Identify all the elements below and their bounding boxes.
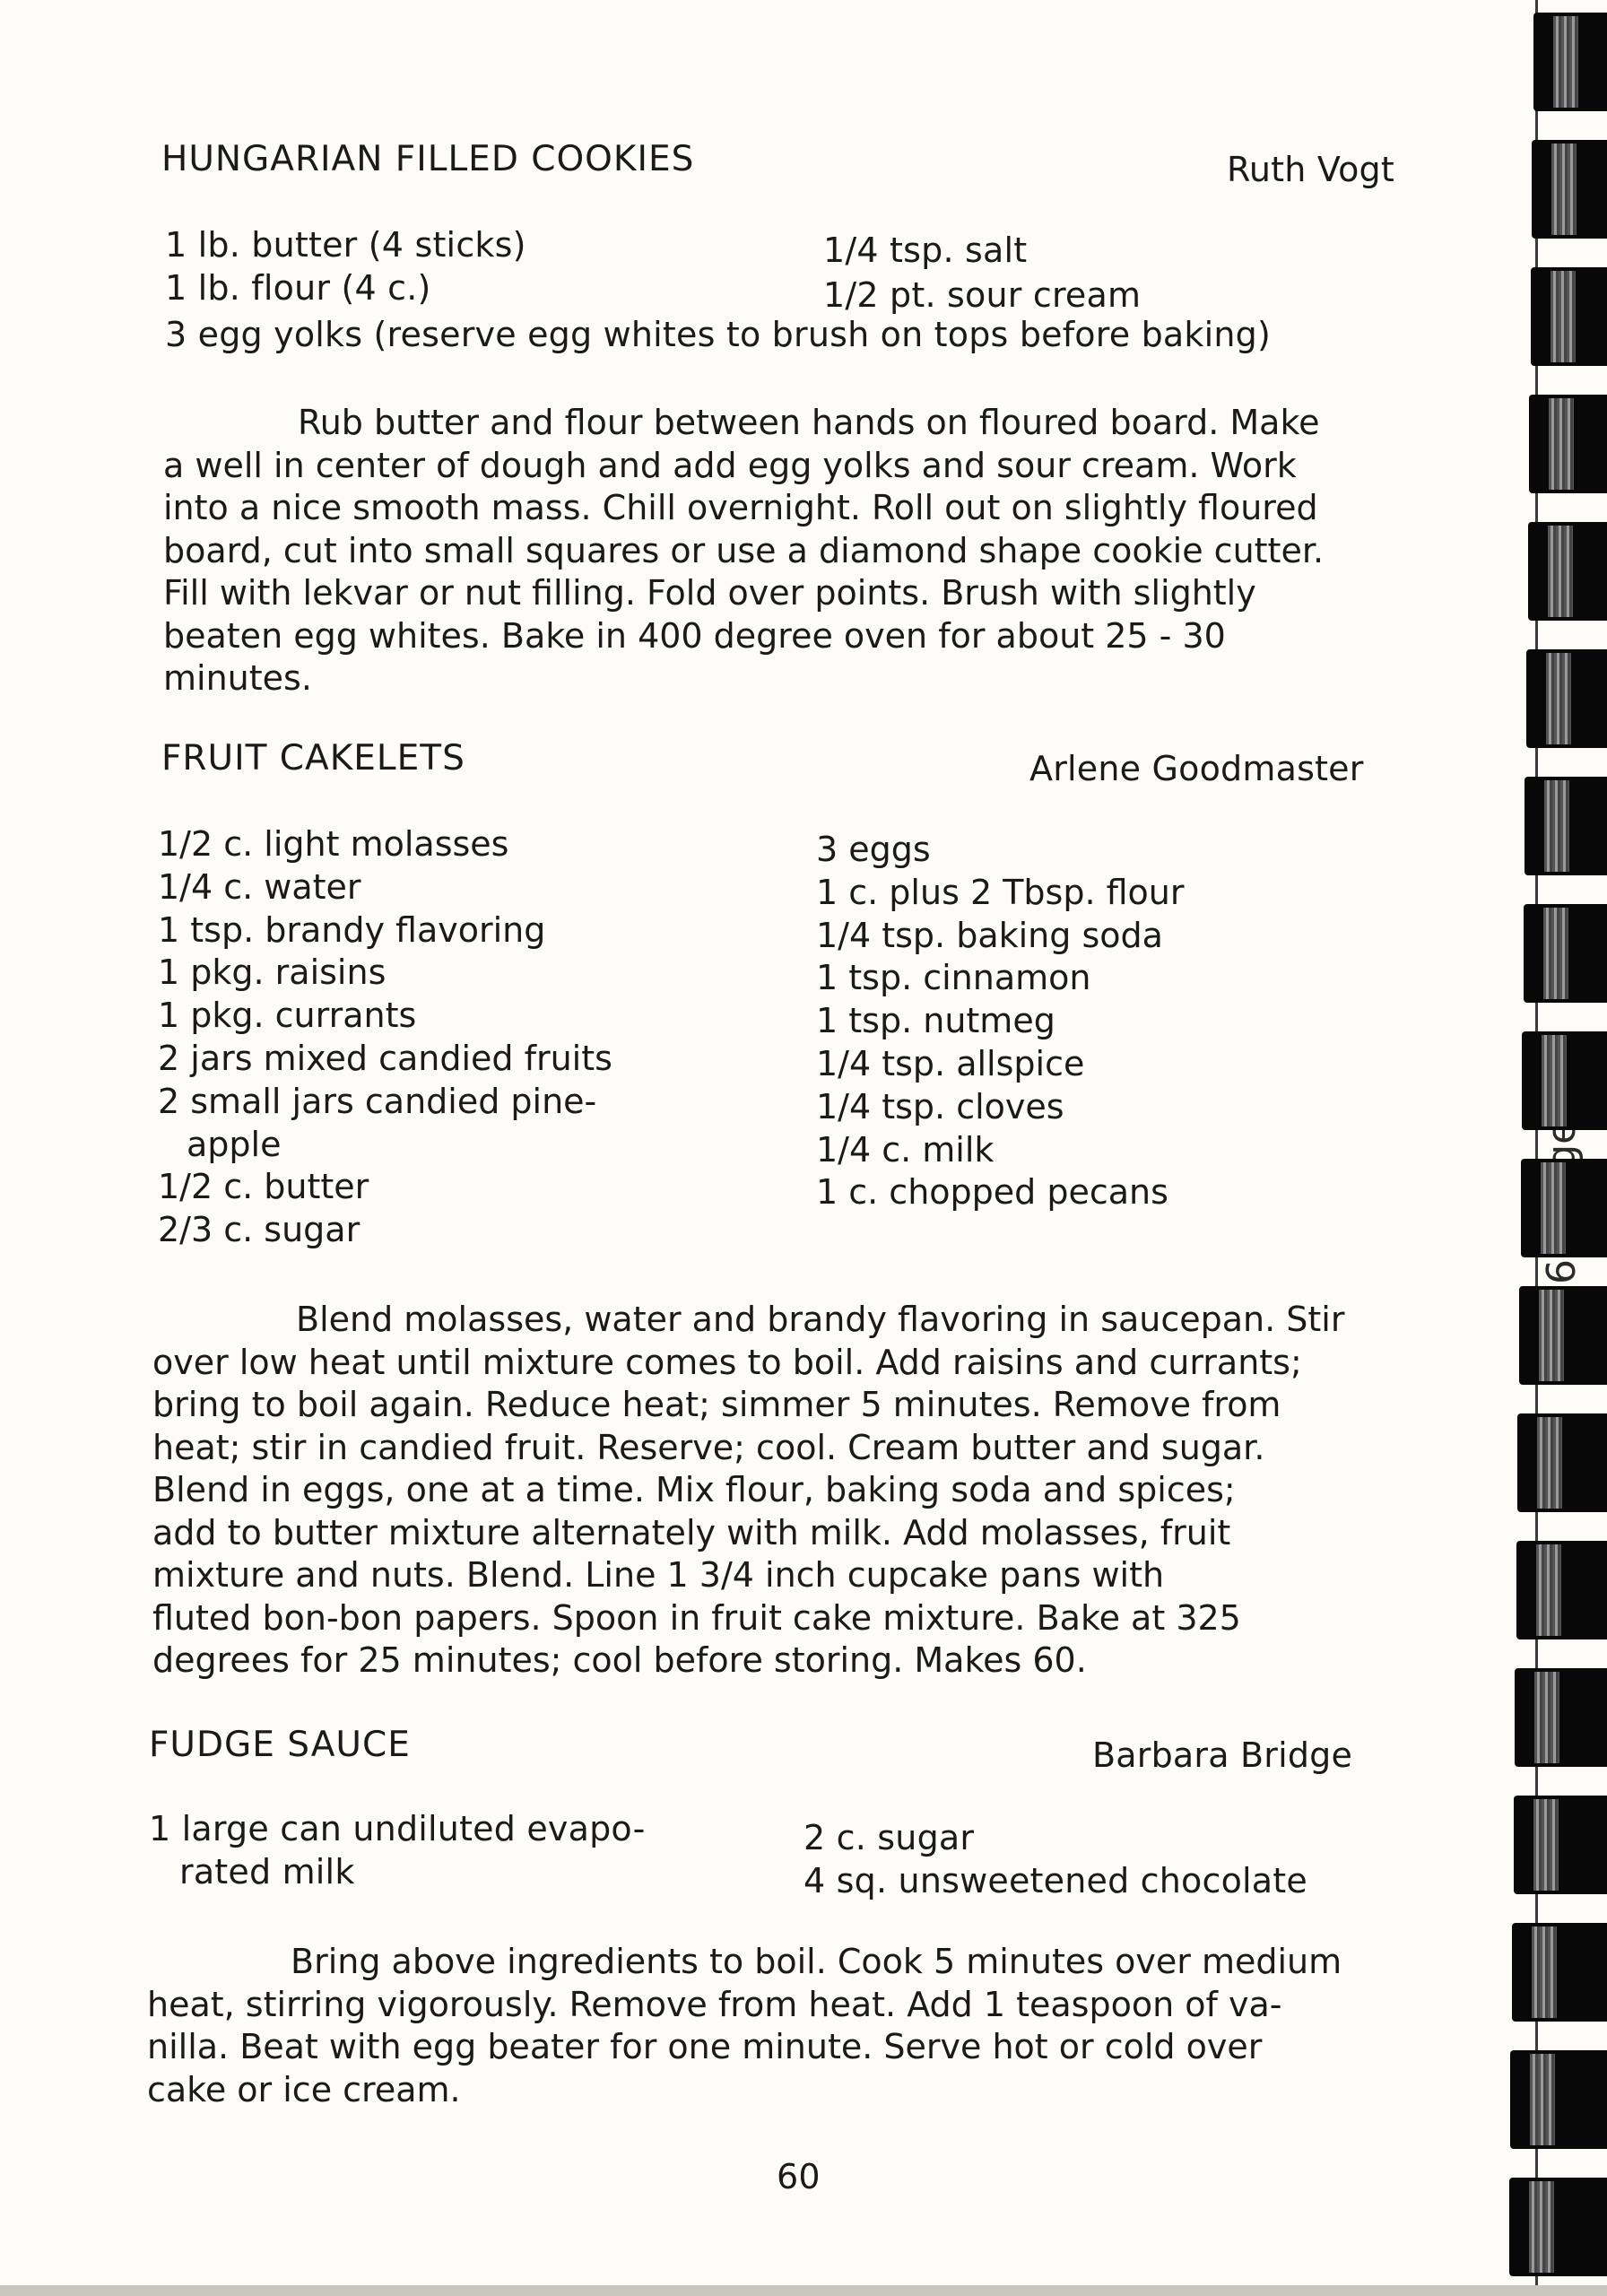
page-number: 60 xyxy=(777,2157,821,2196)
binding-ring xyxy=(1515,1668,1607,1767)
ring-highlight xyxy=(1548,526,1573,617)
directions-line: board, cut into small squares or use a diamond shape cookie cutter. xyxy=(163,530,1325,570)
binding-ring xyxy=(1522,1031,1607,1130)
ring-highlight xyxy=(1534,1672,1559,1763)
directions-line: nilla. Beat with egg beater for one minute. Serve hot or cold over xyxy=(147,2027,1263,2066)
ring-highlight xyxy=(1553,16,1578,108)
binding-ring xyxy=(1532,140,1607,239)
binding-ring xyxy=(1519,1286,1607,1385)
directions-line: beaten egg whites. Bake in 400 degree oven for about 25 - 30 xyxy=(163,615,1226,656)
ingredient: 3 egg yolks (reserve egg whites to brush on tops before baking) xyxy=(165,315,1271,354)
binding-ring xyxy=(1516,1541,1607,1639)
ingredient: 1 tsp. nutmeg xyxy=(816,1001,1055,1041)
ingredient: 1 c. chopped pecans xyxy=(816,1172,1168,1213)
binding-ring xyxy=(1526,649,1607,748)
directions-line: Blend molasses, water and brandy flavoring in saucepan. Stir xyxy=(296,1300,1345,1339)
ingredient: 1/4 tsp. baking soda xyxy=(816,915,1163,955)
ring-highlight xyxy=(1532,1926,1557,2018)
directions-line: Bring above ingredients to boil. Cook 5 minutes over medium xyxy=(291,1942,1342,1981)
ingredients-left-column xyxy=(158,823,612,1252)
binding-ring xyxy=(1528,522,1607,621)
ingredient: 4 sq. unsweetened chocolate xyxy=(804,1861,1307,1900)
binding-ring xyxy=(1514,1796,1607,1894)
recipe-directions xyxy=(163,402,1324,700)
page-bottom-edge xyxy=(0,2285,1607,2296)
ingredient: 1/4 tsp. salt xyxy=(823,230,1028,270)
ingredient: 2/3 c. sugar xyxy=(158,1210,360,1250)
directions-line: degrees for 25 minutes; cool before storing. Makes 60. xyxy=(152,1640,1087,1680)
recipe-directions xyxy=(152,1299,1344,1683)
ring-highlight xyxy=(1549,398,1574,490)
recipe-directions xyxy=(147,1941,1342,2111)
recipe-author: Arlene Goodmaster xyxy=(1029,749,1364,788)
directions-line: Blend in eggs, one at a time. Mix flour, baking soda and spices; xyxy=(152,1470,1236,1509)
ingredient: 1 large can undiluted evapo- xyxy=(149,1809,646,1848)
ring-highlight xyxy=(1530,2054,1555,2145)
binding-ring xyxy=(1524,777,1607,875)
directions-line: add to butter mixture alternately with milk. Add molasses, fruit xyxy=(152,1512,1231,1552)
ingredient: 2 c. sugar xyxy=(804,1818,975,1857)
ingredient: apple xyxy=(187,1124,282,1164)
ingredient: 1 lb. butter (4 sticks) xyxy=(165,225,526,265)
ring-highlight xyxy=(1533,1799,1559,1891)
directions-line: cake or ice cream. xyxy=(147,2069,461,2109)
directions-line: over low heat until mixture comes to boil. Add raisins and currants; xyxy=(152,1342,1302,1382)
ring-highlight xyxy=(1539,1290,1564,1381)
directions-line: mixture and nuts. Blend. Line 1 3/4 inch cupcake pans with xyxy=(152,1555,1165,1595)
ingredients-right-column xyxy=(816,829,1185,1214)
ingredient: 1 pkg. currants xyxy=(158,996,417,1036)
directions-line: into a nice smooth mass. Chill overnight. Roll out on slightly floured xyxy=(163,488,1318,527)
ring-highlight xyxy=(1536,1544,1561,1636)
ingredient: 1/4 tsp. allspice xyxy=(816,1043,1085,1083)
binding-ring xyxy=(1529,395,1607,493)
ring-highlight xyxy=(1544,780,1569,872)
directions-line: a well in center of dough and add egg yolks and sour cream. Work xyxy=(163,445,1297,485)
recipe-author: Ruth Vogt xyxy=(1227,150,1394,189)
directions-line: bring to boil again. Reduce heat; simmer 5 minutes. Remove from xyxy=(152,1385,1281,1424)
ingredient: 3 eggs xyxy=(816,830,931,869)
ingredient: 2 jars mixed candied fruits xyxy=(158,1038,612,1078)
recipe-title: FRUIT CAKELETS xyxy=(161,738,465,778)
ingredient: 1 lb. flour (4 c.) xyxy=(165,268,431,308)
directions-line: minutes. xyxy=(163,658,312,698)
ring-highlight xyxy=(1543,908,1568,999)
binding-ring xyxy=(1517,1413,1607,1512)
directions-line: heat, stirring vigorously. Remove from heat. Add 1 teaspoon of va- xyxy=(147,1984,1282,2024)
binding-ring xyxy=(1512,1923,1607,2022)
ingredient: 1/2 c. butter xyxy=(158,1167,369,1207)
ring-highlight xyxy=(1551,144,1577,235)
recipe-title: FUDGE SAUCE xyxy=(149,1725,411,1765)
spine-text: 866 xyxy=(1539,1234,1585,1309)
binding-ring xyxy=(1531,267,1607,366)
binding-ring xyxy=(1509,2178,1607,2276)
ingredient: 1 pkg. raisins xyxy=(158,952,387,993)
ingredient: 1/4 tsp. cloves xyxy=(816,1086,1064,1126)
ring-highlight xyxy=(1546,653,1571,744)
binding-ring xyxy=(1533,13,1607,111)
binding-ring xyxy=(1521,1159,1607,1257)
ingredient: 1/4 c. water xyxy=(158,866,361,907)
binding-ring xyxy=(1510,2050,1607,2149)
ring-highlight xyxy=(1537,1417,1562,1509)
recipe-author: Barbara Bridge xyxy=(1092,1735,1353,1775)
ingredient: 1 c. plus 2 Tbsp. flour xyxy=(816,872,1185,912)
directions-line: heat; stir in candied fruit. Reserve; cool. Cream butter and sugar. xyxy=(152,1427,1265,1467)
directions-line: Rub butter and flour between hands on floured board. Make xyxy=(298,403,1320,442)
ingredient: 1/2 c. light molasses xyxy=(158,824,509,864)
directions-line: fluted bon-bon papers. Spoon in fruit cake mixture. Bake at 325 xyxy=(152,1597,1241,1638)
ingredient: 1/2 pt. sour cream xyxy=(823,275,1142,315)
ingredient: 2 small jars candied pine- xyxy=(158,1081,597,1121)
ingredient: 1/4 c. milk xyxy=(816,1129,995,1170)
binding-ring xyxy=(1524,904,1607,1003)
ring-highlight xyxy=(1541,1162,1566,1254)
ingredient: rated milk xyxy=(179,1852,355,1892)
ingredient: 1 tsp. brandy flavoring xyxy=(158,909,546,950)
directions-line: Fill with lekvar or nut filling. Fold over points. Brush with slightly xyxy=(163,573,1256,613)
ingredient: 1 tsp. cinnamon xyxy=(816,958,1091,998)
ring-highlight xyxy=(1551,271,1576,362)
ring-highlight xyxy=(1542,1035,1567,1126)
ring-highlight xyxy=(1529,2181,1554,2273)
recipe-title: HUNGARIAN FILLED COOKIES xyxy=(161,139,695,179)
